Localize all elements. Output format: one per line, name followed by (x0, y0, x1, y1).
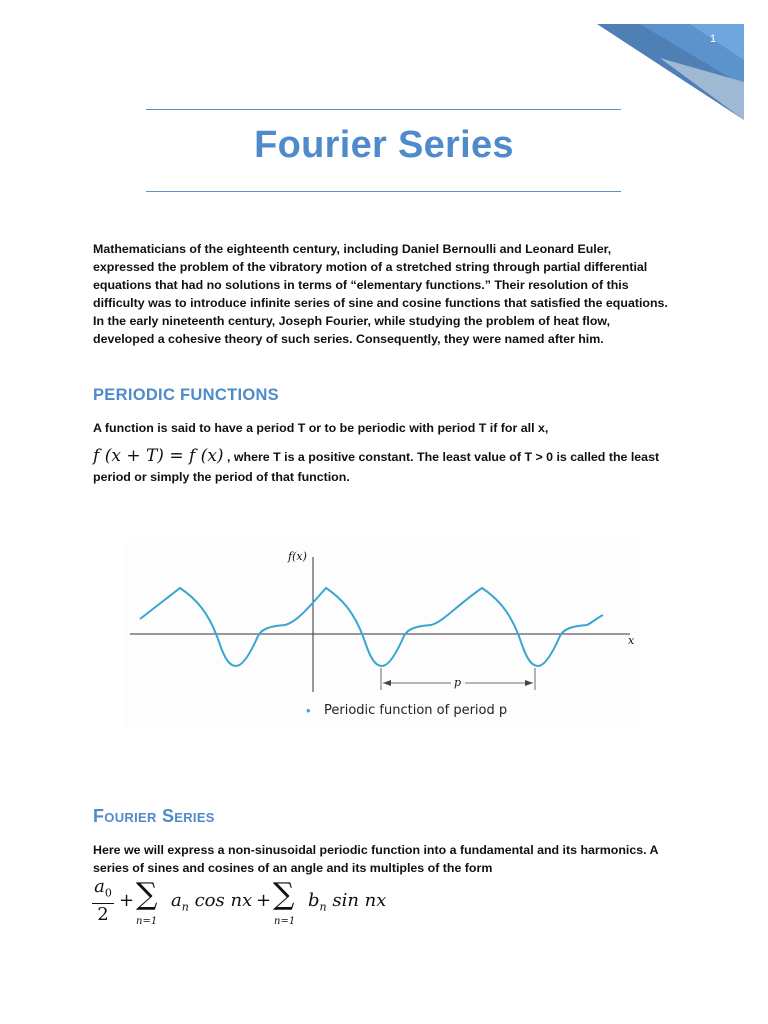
intro-paragraph: Mathematicians of the eighteenth century, including Daniel Bernoulli and Leonard Euler, expressed the problem of the vibratory motion of a stretched string through partial differential equations that had no solutions in terms of “elementary functions.” Their resolution of this difficulty was to introduce infinite series of sine and cosine functions that satisfied the equations. In the early nineteenth century, Joseph Fourier, while studying the problem of heat flow, developed a cohesive theory of such series. Consequently, they were named after him. (93, 242, 668, 346)
sum-symbol-2: ∑ (273, 877, 295, 912)
periodic-heading: PERIODIC FUNCTIONS (93, 386, 279, 404)
periodic-function-figure (125, 542, 640, 727)
title-rule-top (146, 109, 621, 110)
figure-caption: Periodic function of period p (324, 703, 508, 718)
caption-bullet: • (306, 703, 311, 718)
fourier-paragraph: Here we will express a non-sinusoidal periodic function into a fundamental and its harmonics. A series of sines and cosines of an angle and its multiples of the form (93, 843, 659, 875)
x-axis-label: x (628, 634, 635, 647)
fourier-series-formula: $a_0$ 2 + ∑ n=1 $a_n$ cos nx + ∑ n=1 $b_n$ sin nx (92, 876, 412, 936)
page-title: Fourier Series (254, 124, 514, 166)
corner-decoration (0, 0, 768, 140)
fourier-heading: Fourier Series (93, 806, 215, 826)
title-rule-bottom (146, 191, 621, 192)
periodic-continuation: , where T is a positive constant. The least value of T > 0 is called the least period or simply the period of that function. (93, 450, 660, 484)
period-label: p (454, 676, 462, 689)
periodic-formula: f (x + T) = f (x) (93, 446, 224, 466)
periodic-definition: A function is said to have a period T or to be periodic with period T if for all x, (93, 421, 549, 435)
periodic-formula-block (93, 446, 671, 487)
page-number: 1 (709, 33, 717, 45)
sum-symbol-1: ∑ (136, 877, 158, 912)
y-axis-label: f(x) (288, 550, 307, 563)
